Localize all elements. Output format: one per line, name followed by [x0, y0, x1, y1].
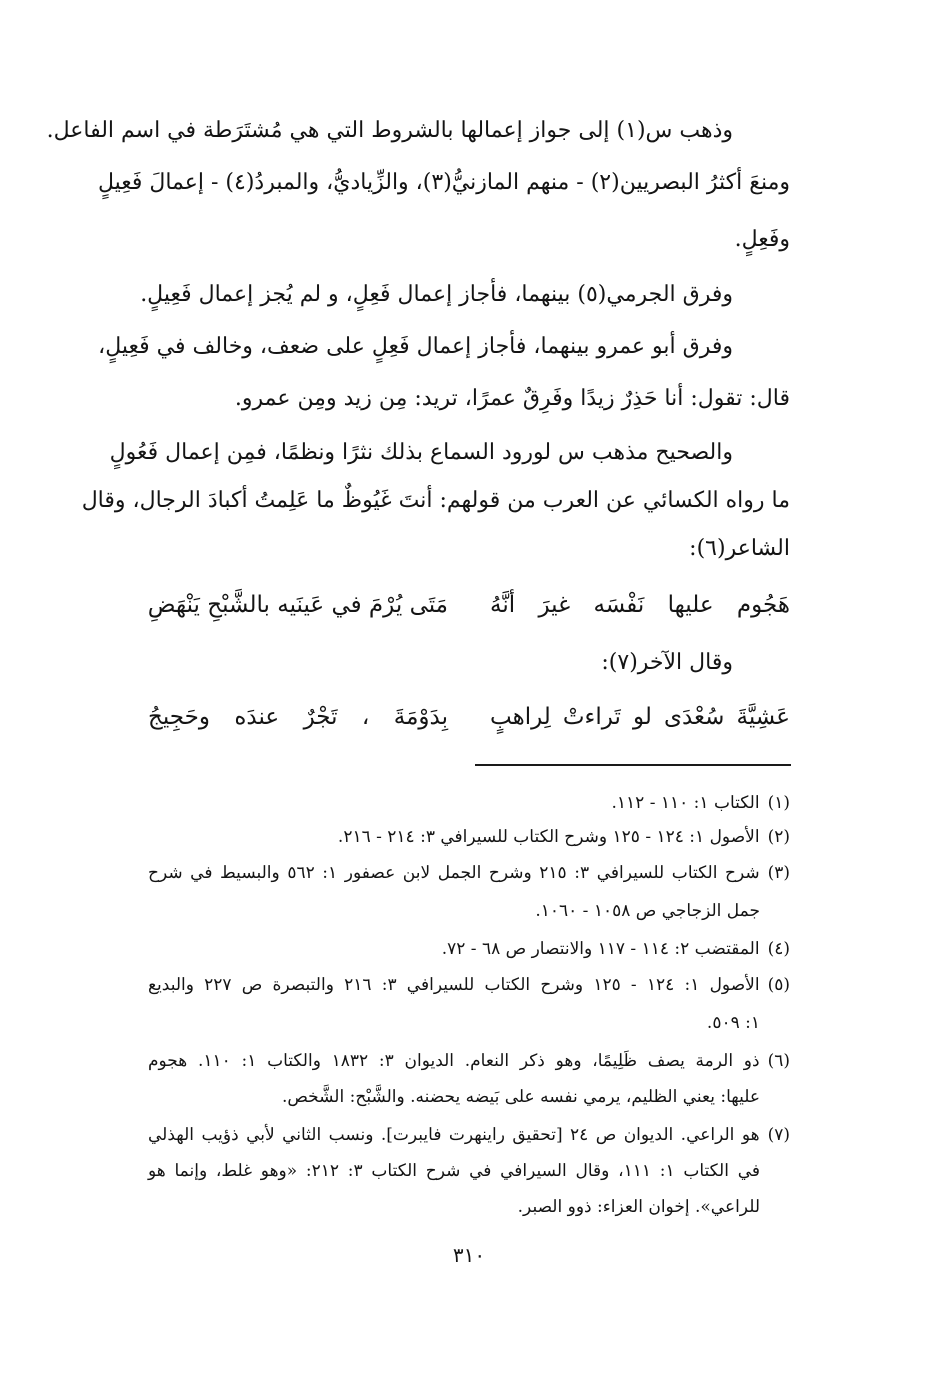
verse-1-first-hemistich: هَجُوم عليها نَفْسَه غيرَ أنَّهُ: [490, 592, 790, 618]
footnote-3: [148, 856, 790, 892]
footnote-4: [148, 932, 790, 968]
footnote-7-line-3: للراعي». إخوان العزاء: ذوو الصبر.: [517, 1197, 760, 1217]
verse-2-second-hemistich: بِدَوْمَةَ ، تَجْرٌ عندَه وحَجِيجُ: [148, 704, 448, 730]
body-line-6: قال: تقول: أنا حَذِرٌ زيدًا وفَرِقٌ عمرًا، تريد: مِن زيد ومِن عمرو.: [234, 386, 790, 411]
footnote-number: (٦): [767, 1051, 790, 1071]
verse-1: [148, 584, 790, 628]
footnote-3-line-2: جمل الزجاجي ص ١٠٥٨ - ١٠٦٠.: [535, 901, 760, 921]
footnote-text: هو الراعي. الديوان ص ٢٤ [تحقيق راينهرت فايبرت]. ونسب الثاني لأبي ذؤيب الهذلي: [148, 1125, 760, 1145]
footnote-text: المقتضب ٢: ١١٤ - ١١٧ والانتصار ص ٦٨ - ٧٢.: [441, 939, 760, 959]
footnote-7-line-2: في الكتاب ١: ١١١، وقال السيرافي في شرح الكتاب ٣: ٢١٢: «وهو غلط، وإنما هو: [148, 1161, 760, 1181]
footnote-separator: [475, 764, 791, 766]
footnote-number: (٧): [767, 1125, 790, 1145]
footnote-number: (٣): [767, 863, 791, 883]
body-line-1: وذهب س(١) إلى جواز إعمالها بالشروط التي هي مُشتَرَطة في اسم الفاعل.: [46, 118, 733, 143]
footnote-5: [148, 968, 790, 1004]
footnote-6: [148, 1044, 790, 1080]
footnote-text: الكتاب ١: ١١٠ - ١١٢.: [611, 793, 760, 813]
footnote-6-line-2: عليها: يعني الظليم، يرمي نفسه على بَيضه يحضنه. والشَّبْح: الشَّخص.: [281, 1087, 760, 1107]
verse-1-second-hemistich: مَتَى يُرْمَ في عَينَيه بالشَّبْحِ يَنْهَضِ: [147, 592, 448, 618]
footnote-2: [148, 820, 790, 856]
body-line-5: وفرق أبو عمرو بينهما، فأجاز إعمال فَعِلٍ على ضعف، وخالف في فَعِيلٍ،: [98, 334, 733, 359]
footnote-number: (١): [767, 793, 790, 813]
body-line-4: وفرق الجرمي(٥) بينهما، فأجاز إعمال فَعِلٍ، و لم يُجز إعمال فَعِيلٍ.: [140, 282, 733, 307]
body-line-9: الشاعر(٦):: [689, 536, 790, 561]
footnote-text: ذو الرمة يصف ظَلِيمًا، وهو ذكر النعام. الديوان ٣: ١٨٣٢ والكتاب ١: ١١٠. هجوم: [148, 1051, 760, 1071]
footnote-7: [148, 1118, 790, 1154]
body-line-2: ومنعَ أكثرُ البصريين(٢) - منهم المازنيُّ(٣)، والزِّياديُّ، والمبردُ(٤) - إعمالَ فَعِيلٍ: [97, 170, 790, 195]
body-line-3: وفَعِلٍ.: [734, 227, 790, 252]
page-number: ٣١٠: [452, 1243, 486, 1267]
body-line-after-verse-1: وقال الآخر(٧):: [601, 650, 733, 675]
body-line-8: ما رواه الكسائي عن العرب من قولهم: أنتَ غَيُوظٌ ما عَلِمتُ أكبادَ الرجال، وقال: [81, 488, 790, 513]
footnote-1: [148, 786, 790, 822]
footnote-text: شرح الكتاب للسيرافي ٣: ٢١٥ وشرح الجمل لابن عصفور ١: ٥٦٢ والبسيط في شرح: [148, 863, 760, 883]
footnote-5-line-2: ١: ٥٠٩.: [706, 1013, 760, 1033]
footnote-number: (٢): [767, 827, 790, 847]
footnote-number: (٥): [767, 975, 790, 995]
footnote-number: (٤): [767, 939, 790, 959]
footnote-text: الأصول ١: ١٢٤ - ١٢٥ وشرح الكتاب للسيرافي ٣: ٢١٦ والتبصرة ص ٢٢٧ والبديع: [148, 975, 760, 995]
verse-2-first-hemistich: عَشِيَّةَ سُعْدَى لو تَراءتْ لِراهبٍ: [490, 704, 790, 730]
footnote-text: الأصول ١: ١٢٤ - ١٢٥ وشرح الكتاب للسيرافي ٣: ٢١٤ - ٢١٦.: [337, 827, 760, 847]
body-line-7: والصحيح مذهب س لورود السماع بذلك نثرًا ونظمًا، فمِن إعمال فَعُولٍ: [109, 440, 733, 465]
verse-2: [148, 696, 790, 740]
